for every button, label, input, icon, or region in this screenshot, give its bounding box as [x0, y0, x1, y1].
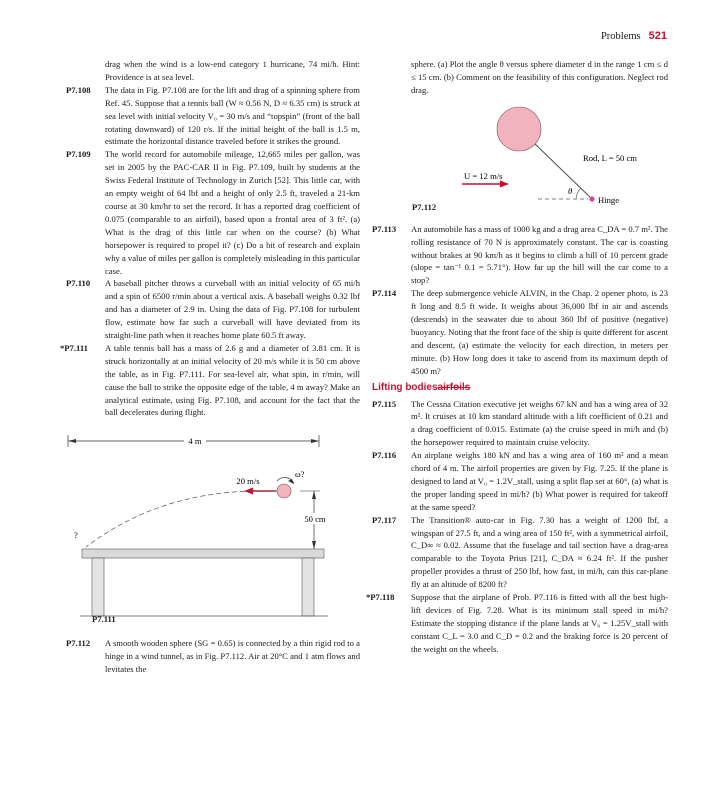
section-heading — [372, 382, 668, 395]
figure-caption: P7.112 — [412, 201, 437, 212]
problem-number: P7.113 — [372, 223, 397, 234]
table-tennis-diagram — [52, 429, 346, 629]
problem-p7-117 — [372, 514, 668, 591]
problem-p7-116 — [372, 449, 668, 514]
problem-p7-112 — [66, 637, 360, 676]
theta-arc — [576, 188, 581, 199]
problem-p7-109 — [66, 148, 360, 277]
table-top — [82, 549, 324, 558]
page-number: 521 — [648, 30, 667, 42]
figure-p7-111 — [66, 429, 360, 637]
problem-text: Suppose that the airplane of Prob. P7.116 is fitted with all the best high-lift devices of Fig. 7.28. What is its minimum stall speed in mi/h? Estimate the stopping distance if the plane lands at V₀ = 1.25V_stall with constant C_L = 3.0 and C_D = 0.2 and the braking force is 20 percent of the weight on the wheels. — [411, 592, 668, 654]
ball — [277, 484, 291, 498]
problem-number: P7.109 — [66, 149, 91, 160]
trajectory — [86, 491, 277, 547]
figure-caption: P7.111 — [92, 614, 116, 625]
problem-number: P7.117 — [372, 514, 397, 525]
problem-p7-113 — [372, 223, 668, 288]
section-title-b: airfoils — [437, 381, 471, 393]
problem-text: A table tennis ball has a mass of 2.6 g and a diameter of 3.81 cm. It is struck horizontally at an initial velocity of 20 m/s while it is 50 cm above the table, as in Fig. P7.111. For sea-level air, what spin, in r/min, will cause the ball to strike the opposite edge of the table, 4 m away? Make an analytical estimate, using Fig. P7.108, and account for the fact that the ball decelerates during flight. — [105, 342, 360, 418]
problem-text: The deep submergence vehicle ALVIN, in the Chap. 2 opener photo, is 23 ft long and 8.5 ft wide. It weighs about 36,000 lbf in air and ascends (descends) in the seawater due to about 360 lbf of positive (negative) buoyancy. Noting that the front face of the ship is quite different for ascent and descent, (a) estimate the velocity for each direction, in meters per minute. (b) How long does it take to ascend from its maximum depth of 4500 m? — [411, 288, 669, 376]
right-column — [366, 58, 669, 656]
table-leg-left — [92, 558, 104, 616]
section-title-a: Lifting bodies — [372, 381, 438, 393]
figure-p7-112 — [372, 101, 668, 223]
problem-p7-111 — [60, 342, 360, 419]
problem-number: P7.115 — [372, 398, 397, 409]
label-velocity: 20 m/s — [236, 476, 260, 487]
problem-number: P7.112 — [66, 638, 91, 649]
sphere — [497, 107, 541, 151]
page-header — [601, 30, 667, 42]
problem-number: P7.110 — [66, 278, 91, 289]
problem-p7-118 — [366, 591, 668, 656]
problem-text: The world record for automobile mileage, 12,665 miles per gallon, was set in 2005 by the PAC-CAR II in Fig. P7.109, built by students at the Swiss Federal Institute of Technology in Zurich [52]. This little car, with an empty weight of 64 lbf and a height of only 2.5 ft, traveled a 21-km course at 30 km/hr to set the record. It has a reported drag coefficient of 0.075 (comparable to an airfoil), based upon a frontal area of 3 ft². (a) What is the drag of this little car when on the course? (b) What horsepower is required to propel it? (c) Do a bit of research and explain why a value of miles per gallon is completely misleading in this particular case. — [105, 149, 360, 276]
problem-p7-114 — [372, 287, 668, 377]
problem-text: The data in Fig. P7.108 are for the lift and drag of a spinning sphere from Ref. 45. Suppose that a tennis ball (W ≈ 0.56 N, D ≈ 6.35 cm) is struck at sea level with initial velocity V₀ = 30 m/s and “topspin” (front of the ball rotating downward) of 120 r/s. If the initial height of the ball is 1.5 m, estimate the horizontal distance traveled before it strikes the ground. — [105, 84, 360, 147]
continued-text: drag when the wind is a low-end category 1 hurricane, 74 mi/h. Hint: Providence is at sea level. — [105, 59, 360, 82]
problem-p7-110 — [66, 277, 360, 342]
problem-number: *P7.111 — [60, 342, 88, 353]
problem-text: The Transition® auto-car in Fig. 7.30 has a weight of 1200 lbf, a wingspan of 27.5 ft, and a wing area of 150 ft², with a symmetrical airfoil, C_D∞ ≈ 0.02. Assume that the fuselage and tail section have a drag-area comparable to the Toyota Prius [21], C_DA ≈ 6.24 ft². If the pusher propeller provides a thrust of 250 lbf, how fast, in mi/h, can this car-plane fly at an altitude of 8200 ft? — [411, 514, 668, 590]
label-omega: ω? — [295, 469, 305, 480]
problem-text: An automobile has a mass of 1000 kg and a drag area C_DA = 0.7 m². The rolling resistance of 70 N is approximately constant. The car is coasting without brakes at 90 km/h as it begins to climb a hill of 10 percent grade (slope = tan⁻¹ 0.1 = 5.71°). How far up the hill will the car come to a stop? — [411, 223, 668, 286]
problem-text: A baseball pitcher throws a curveball with an initial velocity of 65 mi/h and a spin of 6500 r/min about a vertical axis. A baseball weighs 0.32 lbf and has a diameter of 2.9 in. Using the data of Fig. P7.108 for turbulent flow, estimate how far such a curveball will have deviated from its straight-line path when it reaches home plate 60.5 ft away. — [105, 278, 360, 341]
label-velocity: U = 12 m/s — [464, 170, 503, 181]
problem-text: The Cessna Citation executive jet weighs 67 kN and has a wing area of 32 m². It cruises at 10 km standard altitude with a lift coefficient of 0.21 and a drag coefficient of 0.015. Estimate (a) the cruise speed in mi/h and (b) the horsepower required to maintain cruise velocity. — [411, 398, 668, 448]
problem-p7-108 — [66, 84, 360, 149]
problem-number: *P7.118 — [366, 592, 395, 603]
problem-text: A smooth wooden sphere (SG = 0.65) is connected by a thin rigid rod to a hinge in a wind tunnel, as in Fig. P7.112. Air at 20°C and 1 atm flows and levitates the — [105, 638, 360, 675]
left-column — [60, 58, 360, 676]
table-leg-right — [302, 558, 314, 616]
hinge-icon — [589, 196, 594, 201]
continued-text: sphere. (a) Plot the angle θ versus sphere diameter d in the range 1 cm ≤ d ≤ 15 cm. (b) Comment on the feasibility of this configuration. Neglect rod drag. — [411, 59, 668, 95]
problem-number: P7.114 — [372, 288, 397, 299]
problem-p7-115 — [372, 398, 668, 450]
problem-number: P7.116 — [372, 450, 397, 461]
label-rod: Rod, L = 50 cm — [583, 152, 637, 163]
label-50cm: 50 cm — [304, 514, 326, 525]
problem-text: An airplane weighs 180 kN and has a wing area of 160 m² and a mean chord of 4 m. The airfoil properties are given by Fig. 7.25. If the plane is designed to land at V₀ = 1.2V_stall, using a split flap set at 60°, (a) what is the proper landing speed in mi/h? (b) What power is required for takeoff at the same speed? — [411, 450, 668, 512]
label-hinge: Hinge — [598, 194, 620, 205]
label-4m: 4 m — [188, 436, 202, 447]
header-title: Problems — [600, 31, 641, 42]
label-question: ? — [74, 530, 78, 541]
problem-number: P7.108 — [66, 84, 91, 95]
label-theta: θ — [568, 185, 573, 196]
